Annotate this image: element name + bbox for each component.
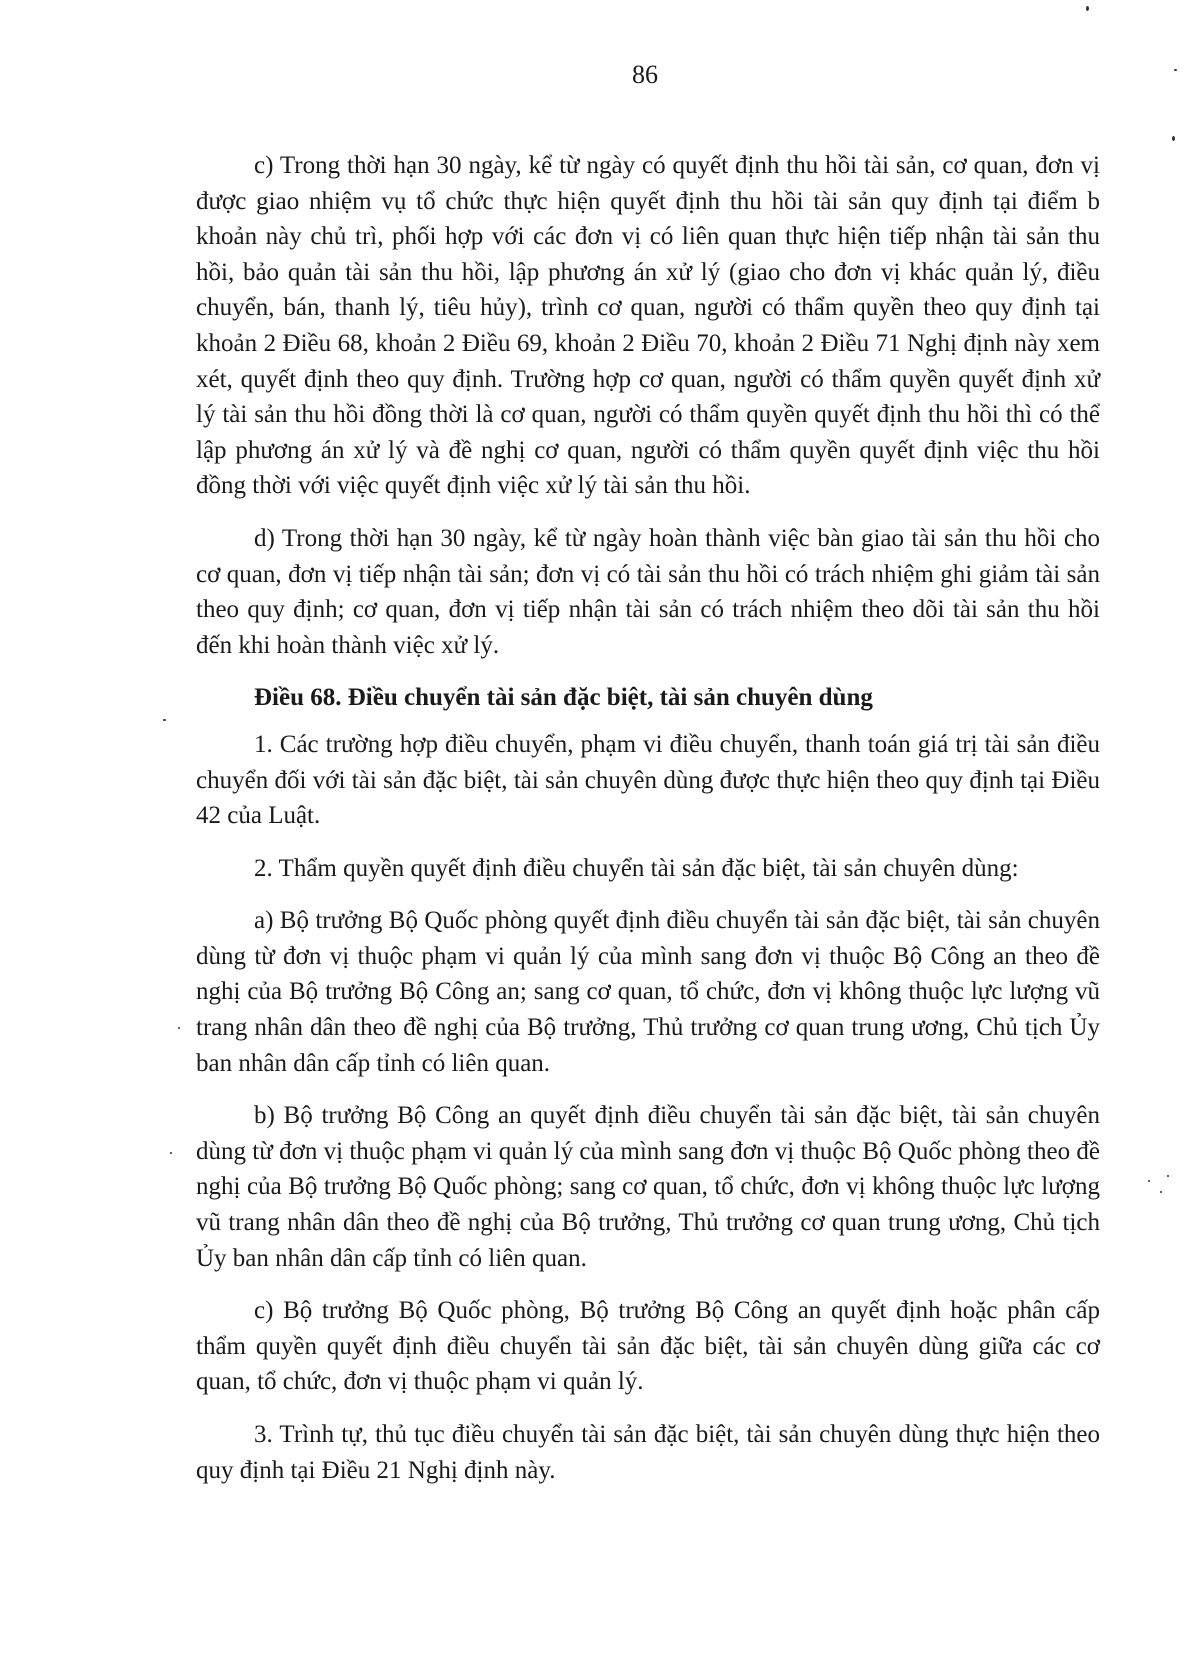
document-body <box>196 148 1100 1505</box>
paragraph-d: d) Trong thời hạn 30 ngày, kể từ ngày hoàn thành việc bàn giao tài sản thu hồi cho cơ quan, đơn vị tiếp nhận tài sản; đơn vị có tài sản thu hồi có trách nhiệm ghi giảm tài sản theo quy định; cơ quan, đơn vị tiếp nhận tài sản có trách nhiệm theo dõi tài sản thu hồi đến khi hoàn thành việc xử lý. <box>196 524 1100 659</box>
article-68-point-c: c) Bộ trưởng Bộ Quốc phòng, Bộ trưởng Bộ Công an quyết định hoặc phân cấp thẩm quyền quyết định điều chuyển tài sản đặc biệt, tài sản chuyên dùng giữa các cơ quan, tổ chức, đơn vị thuộc phạm vi quản lý. <box>196 1297 1100 1396</box>
scan-speck <box>170 1152 172 1154</box>
article-68-clause-3: 3. Trình tự, thủ tục điều chuyển tài sản đặc biệt, tài sản chuyên dùng thực hiện theo quy định tại Điều 21 Nghị định này. <box>196 1421 1100 1484</box>
scan-speck <box>1148 1180 1150 1182</box>
scan-speck <box>1086 6 1089 11</box>
page-number: 86 <box>632 60 658 89</box>
article-68-point-b: b) Bộ trưởng Bộ Công an quyết định điều chuyển tài sản đặc biệt, tài sản chuyên dùng từ đơn vị thuộc phạm vi quản lý của mình sang đơn vị thuộc Bộ Quốc phòng theo đề nghị của Bộ trưởng Bộ Quốc phòng; sang cơ quan, tổ chức, đơn vị không thuộc lực lượng vũ trang nhân dân theo đề nghị của Bộ trưởng, Thủ trưởng cơ quan trung ương, Chủ tịch Ủy ban nhân dân cấp tỉnh có liên quan. <box>196 1102 1100 1272</box>
article-68-point-a: a) Bộ trưởng Bộ Quốc phòng quyết định điều chuyển tài sản đặc biệt, tài sản chuyên dùng từ đơn vị thuộc phạm vi quản lý của mình sang đơn vị thuộc Bộ Công an theo đề nghị của Bộ trưởng Bộ Công an; sang cơ quan, tổ chức, đơn vị không thuộc lực lượng vũ trang nhân dân theo đề nghị của Bộ trưởng, Thủ trưởng cơ quan trung ương, Chủ tịch Ủy ban nhân dân cấp tỉnh có liên quan. <box>196 907 1100 1077</box>
paragraph-c: c) Trong thời hạn 30 ngày, kể từ ngày có quyết định thu hồi tài sản, cơ quan, đơn vị được giao nhiệm vụ tổ chức thực hiện quyết định thu hồi tài sản quy định tại điểm b khoản này chủ trì, phối hợp với các đơn vị có liên quan thực hiện tiếp nhận tài sản thu hồi, bảo quản tài sản thu hồi, lập phương án xử lý (giao cho đơn vị khác quản lý, điều chuyển, bán, thanh lý, tiêu hủy), trình cơ quan, người có thẩm quyền theo quy định tại khoản 2 Điều 68, khoản 2 Điều 69, khoản 2 Điều 70, khoản 2 Điều 71 Nghị định này xem xét, quyết định theo quy định. Trường hợp cơ quan, người có thẩm quyền quyết định xử lý tài sản thu hồi đồng thời là cơ quan, người có thẩm quyền quyết định thu hồi thì có thể lập phương án xử lý và đề nghị cơ quan, người có thẩm quyền quyết định việc thu hồi đồng thời với việc quyết định việc xử lý tài sản thu hồi. <box>196 152 1100 500</box>
scan-speck <box>1172 136 1175 141</box>
scan-speck <box>1167 1175 1169 1177</box>
scan-speck <box>163 719 166 721</box>
scan-speck <box>1174 69 1177 71</box>
article-68-clause-2: 2. Thẩm quyền quyết định điều chuyển tài sản đặc biệt, tài sản chuyên dùng: <box>254 854 1019 882</box>
article-68-clause-1: 1. Các trường hợp điều chuyển, phạm vi điều chuyển, thanh toán giá trị tài sản điều chuyển đối với tài sản đặc biệt, tài sản chuyên dùng được thực hiện theo quy định tại Điều 42 của Luật. <box>196 730 1100 830</box>
scan-speck <box>178 1027 180 1029</box>
scan-speck <box>1160 1191 1162 1193</box>
article-68-heading: Điều 68. Điều chuyển tài sản đặc biệt, tài sản chuyên dùng <box>254 684 873 712</box>
